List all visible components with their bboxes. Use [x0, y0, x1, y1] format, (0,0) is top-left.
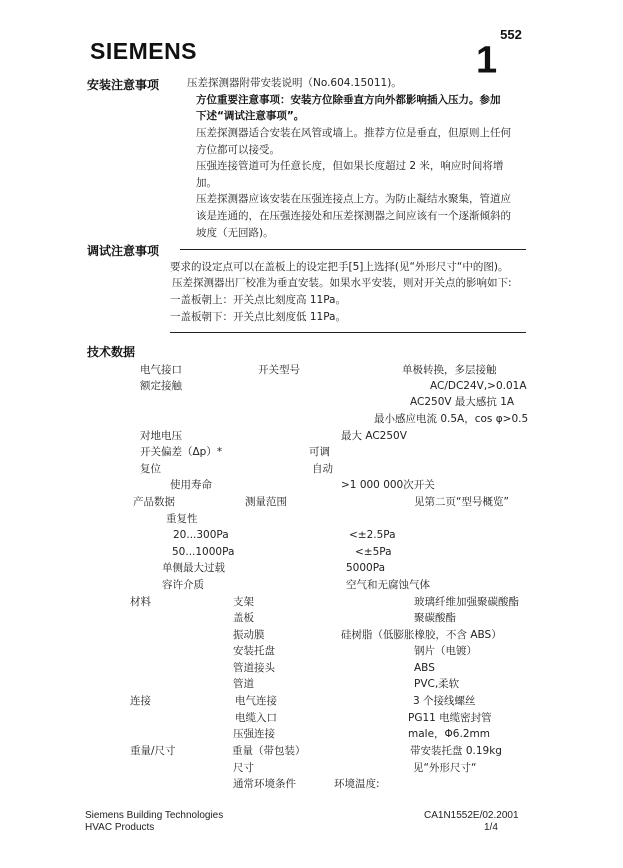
tech-data-cell: 盖板: [233, 612, 254, 624]
commissioning-top-rule: [180, 249, 526, 250]
tech-data-cell: 容许介质: [162, 579, 204, 591]
commissioning-line3: 一盖板朝上：开关点比刻度高 11Pa。: [170, 294, 346, 306]
commissioning-line1: 要求的设定点可以在盖板上的设定把手[5]上选择(见“外形尺寸“中的图)。: [170, 261, 509, 273]
installation-p3-line1: 压差探测器应该安装在压强连接点上方。为防止凝结水聚集，管道应: [196, 193, 511, 205]
tech-data-cell: male，Φ6.2mm: [408, 728, 490, 740]
tech-data-cell: 对地电压: [140, 430, 182, 442]
tech-data-cell: 3 个接线螺丝: [413, 695, 476, 707]
commissioning-heading: 调试注意事项: [87, 244, 160, 258]
installation-p3-line3: 坡度（无回路)。: [196, 227, 274, 239]
tech-data-cell: <±2.5Pa: [349, 529, 396, 541]
tech-data-cell: AC250V 最大感抗 1A: [410, 396, 515, 408]
tech-data-cell: 钢片（电镀）: [414, 645, 477, 657]
tech-data-cell: 自动: [312, 463, 333, 475]
tech-data-cell: 见第二页“型号概览”: [414, 496, 509, 508]
installation-p2-line1: 压强连接管道可为任意长度，但如果长度超过 2 米，响应时间将增: [196, 160, 504, 172]
installation-p1-line2: 方位都可以接受。: [196, 144, 280, 156]
tech-data-cell: 连接: [130, 695, 151, 707]
tech-data-cell: 聚碳酸酯: [414, 612, 456, 624]
tech-data-cell: 最大 AC250V: [341, 430, 407, 442]
tech-data-cell: 测量范围: [245, 496, 287, 508]
tech-data-cell: 支架: [233, 596, 254, 608]
tech-data-cell: 开关型号: [258, 364, 300, 376]
document-number-main: 1: [476, 39, 498, 82]
tech-data-cell: 50...1000Pa: [172, 546, 235, 558]
tech-data-cell: 电缆入口: [235, 712, 277, 724]
tech-data-cell: 管道: [233, 678, 254, 690]
tech-data-cell: AC/DC24V,>0.01A: [430, 380, 527, 392]
installation-important-line1: 方位重要注意事项：安装方位除垂直方向外都影响插入压力。参加: [196, 94, 501, 106]
tech-data-cell: >1 000 000次开关: [341, 479, 435, 491]
installation-p2-line2: 加。: [196, 177, 217, 189]
tech-data-cell: 重量（带包装）: [232, 745, 306, 757]
tech-data-cell: 尺寸: [233, 762, 254, 774]
tech-data-cell: 管道接头: [233, 662, 275, 674]
footer-page-number: 1/4: [484, 822, 498, 833]
tech-data-cell: 使用寿命: [170, 479, 212, 491]
installation-important-line2: 下述“调试注意事项”。: [196, 110, 305, 122]
tech-data-cell: 电气连接: [235, 695, 277, 707]
tech-data-cell: 复位: [140, 463, 161, 475]
tech-data-cell: 20...300Pa: [173, 529, 229, 541]
tech-data-cell: 压强连接: [233, 728, 275, 740]
tech-data-cell: 5000Pa: [346, 562, 386, 574]
tech-data-cell: ABS: [414, 662, 435, 674]
commissioning-line2: 压差探测器出厂校准为垂直安装。如果水平安装，则对开关点的影响如下:: [172, 277, 512, 289]
tech-data-cell: 单极转换，多层接触: [402, 364, 497, 376]
tech-data-cell: 振动膜: [233, 629, 265, 641]
tech-data-cell: 电气接口: [140, 364, 182, 376]
tech-data-cell: 重量/尺寸: [130, 745, 176, 757]
tech-data-cell: 通常环境条件: [233, 778, 296, 790]
installation-heading: 安装注意事项: [87, 78, 160, 92]
footer-doc-code: CA1N1552E/02.2001: [424, 810, 519, 821]
document-number-sup: 552: [500, 27, 522, 42]
commissioning-line4: 一盖板朝下：开关点比刻度低 11Pa。: [170, 311, 346, 323]
footer-division: HVAC Products: [85, 822, 155, 833]
tech-data-cell: 可调: [309, 446, 330, 458]
tech-data-cell: 最小感应电流 0.5A，cos φ>0.5: [374, 413, 529, 425]
tech-data-cell: 单侧最大过载: [162, 562, 225, 574]
document-number: [476, 27, 522, 82]
tech-data-cell: 玻璃纤维加强聚碳酸酯: [414, 596, 519, 608]
tech-data-cell: <±5Pa: [355, 546, 392, 558]
tech-data-cell: 环境温度:: [334, 778, 380, 790]
tech-data-cell: 材料: [130, 596, 151, 608]
tech-data-cell: PG11 电缆密封管: [408, 712, 492, 724]
tech-data-cell: 重复性: [166, 513, 198, 525]
tech-data-cell: 安装托盘: [233, 645, 275, 657]
tech-data-cell: 硅树脂（低膨胀橡胶，不含 ABS）: [341, 629, 502, 641]
installation-p3-line2: 该是连通的，在压强连接处和压差探测器之间应该有一个逐渐倾斜的: [196, 210, 511, 222]
tech-data-heading: 技术数据: [87, 345, 136, 359]
tech-data-cell: PVC,柔软: [414, 678, 460, 690]
tech-data-cell: 额定接触: [140, 380, 182, 392]
installation-p1-line1: 压差探测器适合安装在风管或墙上。推荐方位是垂直，但原则上任何: [196, 127, 511, 139]
tech-data-cell: 开关偏差（Δp）*: [140, 446, 223, 458]
installation-intro: 压差探测器附带安装说明（No.604.15011)。: [187, 77, 402, 89]
tech-data-cell: 空气和无腐蚀气体: [346, 579, 430, 591]
tech-data-cell: 带安装托盘 0.19kg: [410, 745, 502, 757]
siemens-logo: SIEMENS: [90, 38, 198, 64]
commissioning-bottom-rule: [170, 332, 526, 333]
tech-data-cell: 产品数据: [133, 496, 175, 508]
tech-data-cell: 见“外形尺寸“: [413, 762, 477, 774]
footer-company: Siemens Building Technologies: [85, 810, 224, 821]
